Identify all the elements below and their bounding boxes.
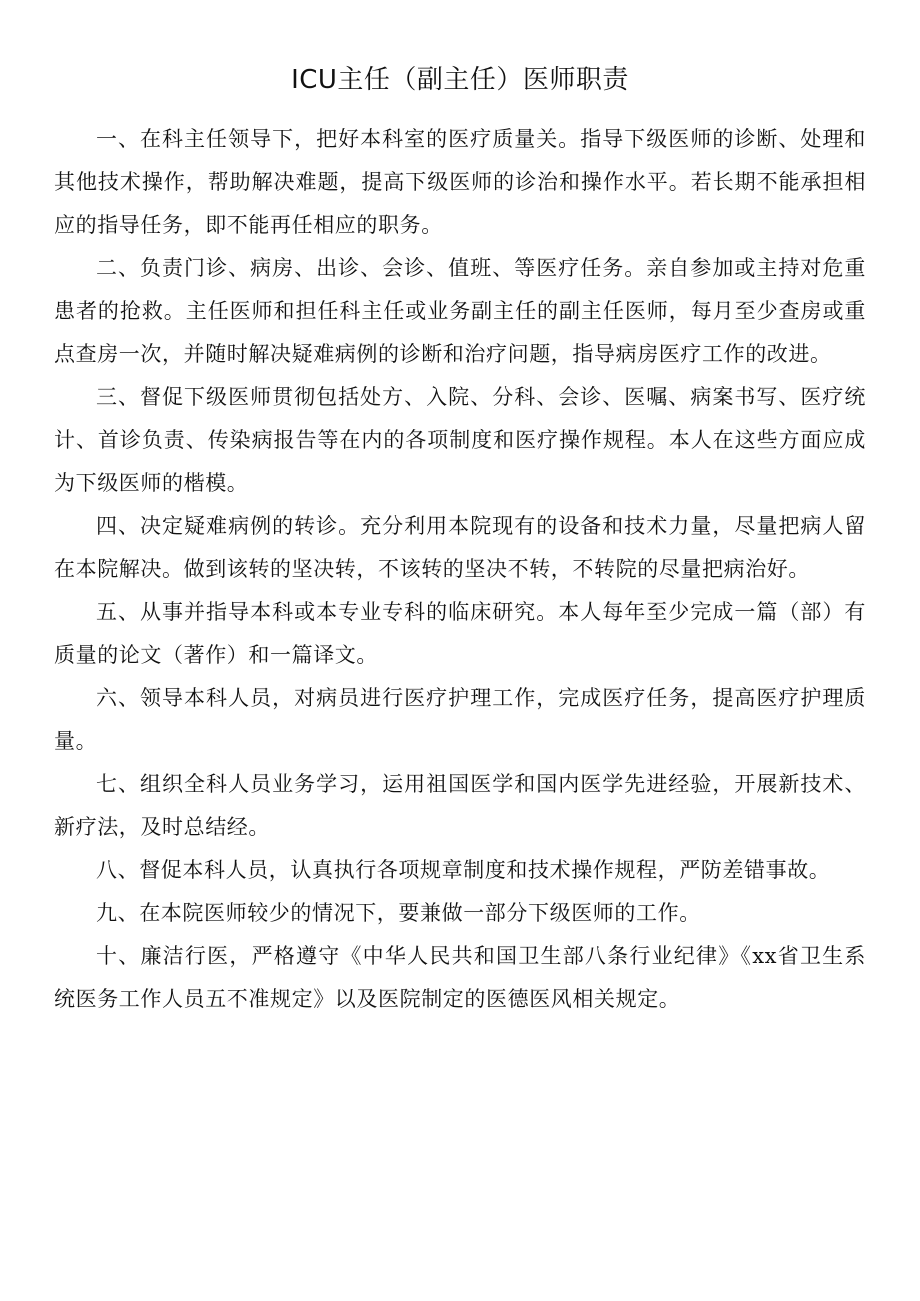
duty-paragraph-2: 二、负责门诊、病房、出诊、会诊、值班、等医疗任务。亲自参加或主持对危重患者的抢救。主任医师和担任科主任或业务副主任的副主任医师，每月至少查房或重点查房一次，并随时解决疑难病例的诊断和治疗问题，指导病房医疗工作的改进。 (54, 256, 866, 366)
duty-paragraph-4: 四、决定疑难病例的转诊。充分利用本院现有的设备和技术力量，尽量把病人留在本院解决。做到该转的坚决转，不该转的坚决不转，不转院的尽量把病治好。 (54, 514, 866, 581)
duty-paragraph-6: 六、领导本科人员，对病员进行医疗护理工作，完成医疗任务，提高医疗护理质量。 (54, 686, 866, 753)
duty-paragraph-1: 一、在科主任领导下，把好本科室的医疗质量关。指导下级医师的诊断、处理和其他技术操作，帮助解决难题，提高下级医师的诊治和操作水平。若长期不能承担相应的指导任务，即不能再任相应的职务。 (54, 127, 866, 237)
duty-paragraph-9: 九、在本院医师较少的情况下，要兼做一部分下级医师的工作。 (96, 901, 701, 925)
duty-paragraph-8: 八、督促本科人员，认真执行各项规章制度和技术操作规程，严防差错事故。 (96, 858, 831, 882)
duty-paragraph-10: 十、廉洁行医，严格遵守《中华人民共和国卫生部八条行业纪律》《xx省卫生系统医务工作人员五不准规定》以及医院制定的医德医风相关规定。 (54, 944, 866, 1011)
duty-paragraph-3: 三、督促下级医师贯彻包括处方、入院、分科、会诊、医嘱、病案书写、医疗统计、首诊负责、传染病报告等在内的各项制度和医疗操作规程。本人在这些方面应成为下级医师的楷模。 (54, 385, 866, 495)
duty-paragraph-7: 七、组织全科人员业务学习，运用祖国医学和国内医学先进经验，开展新技术、新疗法，及时总结经。 (54, 772, 866, 839)
duty-paragraph-5: 五、从事并指导本科或本专业专科的临床研究。本人每年至少完成一篇（部）有质量的论文（著作）和一篇译文。 (54, 600, 866, 667)
document-title: ICU主任（副主任）医师职责 (291, 65, 629, 95)
